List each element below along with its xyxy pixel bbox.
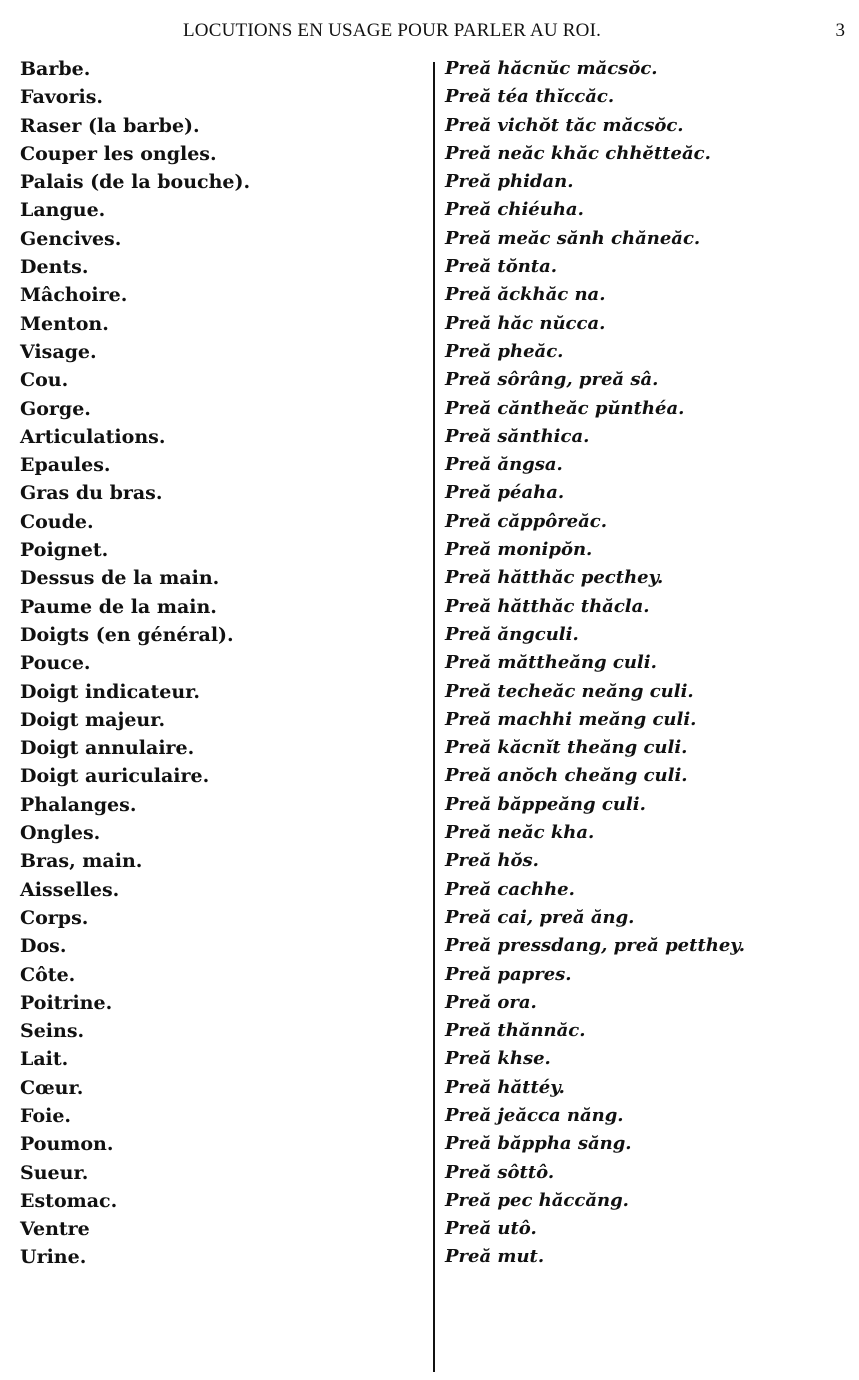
royal-term: Preă ăckhăc na. [445,284,606,306]
royal-term: Preă papres. [445,963,572,985]
royal-term: Preă pec hăccăng. [445,1189,629,1211]
royal-term: Preă hăc nŭcca. [445,312,606,334]
french-term: Favoris. [20,86,104,109]
royal-term: Preă cachhe. [445,878,575,900]
french-term: Palais (de la bouche). [20,171,251,194]
french-term: Ongles. [20,822,101,845]
french-term: Dessus de la main. [20,567,220,590]
royal-term: Preă phidan. [445,171,574,193]
royal-term: Preă sôttô. [445,1161,555,1183]
french-term: Gencives. [20,227,122,250]
royal-term: Preă sôrâng, preă sâ. [445,369,659,391]
royal-term: Preă machhi meăng culi. [445,708,697,730]
royal-term: Preă tŏnta. [445,256,558,278]
royal-term: Preă pheăc. [445,340,564,362]
royal-term: Preă kăcnĭt theăng culi. [445,737,688,759]
royal-term: Preă hătthăc pecthey. [445,567,664,589]
french-term: Poitrine. [20,991,113,1014]
french-term: Gorge. [20,397,91,420]
royal-term: Preă mut. [445,1246,545,1268]
french-term: Ventre [20,1218,90,1241]
royal-term: Preă jeăcca năng. [445,1104,624,1126]
royal-term: Preă băppha săng. [445,1133,632,1155]
royal-term: Preă hăcnŭc măcsŏc. [445,58,658,79]
royal-term: Preă sănthica. [445,425,590,447]
royal-term: Preă băppeăng culi. [445,793,646,815]
french-term: Raser (la barbe). [20,114,200,137]
royal-term: Preă vichŏt tăc măcsŏc. [445,114,684,136]
french-term: Langue. [20,199,106,222]
french-term: Doigt majeur. [20,708,166,731]
royal-term: Preă pressdang, preă petthey. [445,935,745,957]
page-number: 3 [835,20,845,41]
french-term: Poumon. [20,1133,114,1156]
column-divider [433,62,435,1372]
royal-term: Preă căppôreăc. [445,510,608,532]
french-term: Aisselles. [20,878,120,901]
french-term: Doigts (en général). [20,623,234,646]
royal-term: Preă péaha. [445,482,565,504]
royal-term: Preă anŏch cheăng culi. [445,765,688,787]
french-term: Lait. [20,1048,69,1071]
french-term: Cou. [20,369,69,392]
royal-term: Preă chiéuha. [445,199,584,221]
french-term: Visage. [20,340,97,363]
french-term: Sueur. [20,1161,89,1184]
royal-term: Preă căntheăc pŭnthéa. [445,397,685,419]
french-term: Phalanges. [20,793,137,816]
french-term: Articulations. [20,425,166,448]
french-term: Estomac. [20,1189,118,1212]
french-term: Paume de la main. [20,595,217,618]
royal-term: Preă ăngculi. [445,623,579,645]
royal-term: Preă hătthăc thăcla. [445,595,650,617]
french-term: Urine. [20,1246,87,1269]
french-term: Mâchoire. [20,284,128,307]
french-term: Epaules. [20,454,111,477]
french-term: Doigt indicateur. [20,680,201,703]
french-term: Poignet. [20,539,109,562]
royal-term: Preă meăc sănh chăneăc. [445,227,701,249]
royal-term: Preă hăttéy. [445,1076,565,1098]
french-term: Coude. [20,510,94,533]
french-term: Bras, main. [20,850,143,873]
french-term: Barbe. [20,58,91,80]
royal-term: Preă cai, preă ăng. [445,906,635,928]
royal-term: Preă ăngsa. [445,454,563,476]
royal-term: Preă hŏs. [445,850,539,872]
french-term: Pouce. [20,652,91,675]
french-term: Menton. [20,312,109,335]
french-term: Cœur. [20,1076,84,1099]
french-term: Gras du bras. [20,482,163,505]
french-term: Foie. [20,1104,72,1127]
french-term: Seins. [20,1020,85,1043]
french-terms-column [20,55,420,1272]
french-term: Dents. [20,256,89,279]
french-term: Côte. [20,963,76,986]
royal-term: Preă neăc khăc chhĕtteăc. [445,142,711,164]
royal-term: Preă măttheăng culi. [445,652,657,674]
royal-terms-column [445,55,845,1272]
french-term: Doigt auriculaire. [20,765,210,788]
royal-term: Preă khse. [445,1048,551,1070]
royal-term: Preă monipŏn. [445,539,593,561]
running-title: LOCUTIONS EN USAGE POUR PARLER AU ROI. [183,20,602,41]
royal-term: Preă thănnăc. [445,1020,586,1042]
french-term: Dos. [20,935,67,958]
royal-term: Preă neăc kha. [445,822,595,844]
page-header [0,20,859,50]
french-term: Corps. [20,906,89,929]
french-term: Doigt annulaire. [20,737,195,760]
royal-term: Preă téa thĭccăc. [445,86,615,108]
french-term: Couper les ongles. [20,142,217,165]
royal-term: Preă techeăc neăng culi. [445,680,694,702]
royal-term: Preă ora. [445,991,537,1013]
royal-term: Preă utô. [445,1218,537,1240]
